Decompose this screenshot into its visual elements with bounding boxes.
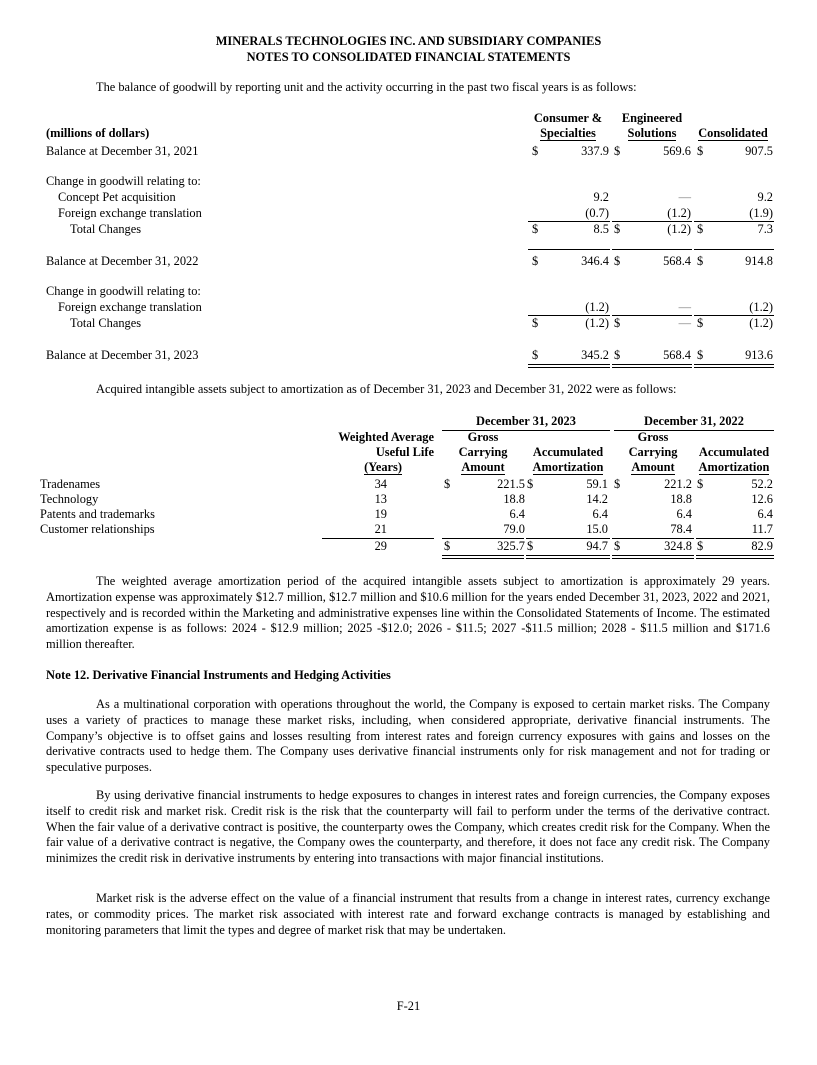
- dollar-sign: $: [444, 477, 451, 491]
- cell-value: 14.2: [586, 492, 608, 506]
- intangibles-intro: Acquired intangible assets subject to amortization as of December 31, 2023 and December 31, 2022 were as follows:: [96, 382, 677, 396]
- dollar-sign: $: [697, 539, 704, 553]
- total-double-rule: [442, 555, 524, 559]
- dollar-sign: $: [532, 254, 539, 268]
- cell-value: 79.0: [503, 522, 525, 536]
- cell-value: (1.2): [749, 300, 773, 314]
- col-engineered-line2: Solutions: [627, 126, 677, 140]
- row-label: Balance at December 31, 2023: [46, 348, 199, 362]
- row-label: Change in goodwill relating to:: [46, 284, 201, 298]
- cell-value: 346.4: [581, 254, 609, 268]
- col-engineered-line1: Engineered: [621, 111, 683, 125]
- amortization-paragraph: The weighted average amortization period of the acquired intangible assets subject to amortization is approximately 29 years. Amortization expense was approximately $12.7 million, $12.7 million and $10.6 million for the years ended December 31, 2023, 2022 and 2021, respectively and is recorded within the Marketing and administrative expenses line within the Consolidated Statements of Income. The estimated amortization expense is as follows: 2024 - $12.9 million; 2025 -$12.0; 2026 - $11.5; 2027 -$11.5 million; 2028 - $11.5 million and $171.6 million thereafter.: [46, 574, 770, 652]
- page-number: F-21: [396, 999, 421, 1013]
- cell-value: 78.4: [670, 522, 692, 536]
- cell-value: 6.4: [676, 507, 692, 521]
- gross-header-2: Carrying: [458, 445, 508, 459]
- dollar-sign: $: [532, 144, 539, 158]
- cell-value: (1.9): [749, 206, 773, 220]
- dollar-sign: $: [614, 316, 621, 330]
- balance-rule: [528, 249, 610, 250]
- row-label: Total Changes: [70, 316, 142, 330]
- cell-value: 12.6: [751, 492, 773, 506]
- row-label: Patents and trademarks: [40, 507, 155, 521]
- row-label: Tradenames: [40, 477, 101, 491]
- cell-value: 9.2: [757, 190, 773, 204]
- row-label: Technology: [40, 492, 99, 506]
- acc-header-1: Accumulated: [532, 445, 604, 459]
- cell-life: 13: [374, 492, 387, 506]
- cell-value: —: [678, 300, 691, 314]
- goodwill-intro: The balance of goodwill by reporting unit and the activity occurring in the past two fiscal years is as follows:: [96, 80, 637, 94]
- cell-value: 11.7: [751, 522, 773, 536]
- total-double-rule: [612, 555, 694, 559]
- cell-value: 94.7: [586, 539, 608, 553]
- cell-value: 914.8: [745, 254, 773, 268]
- cell-life: 19: [374, 507, 387, 521]
- wal-header-2: Useful Life: [375, 445, 434, 459]
- cell-value: 82.9: [751, 539, 773, 553]
- derivatives-paragraph-3: Market risk is the adverse effect on the value of a financial instrument that results from a change in interest rates, currency exchange rates, or commodity prices. The market risk associated with interest rate and forward exchange contracts is managed by establishing and monitoring parameters that limit the types and degree of market risk that may be undertaken.: [46, 891, 770, 937]
- cell-value: 568.4: [663, 348, 691, 362]
- row-label: Change in goodwill relating to:: [46, 174, 201, 188]
- cell-life: 34: [374, 477, 387, 491]
- cell-value: 324.8: [664, 539, 692, 553]
- cell-value: 325.7: [497, 539, 525, 553]
- acc-header-1: Accumulated: [698, 445, 770, 459]
- cell-value: 7.3: [757, 222, 773, 236]
- total-double-rule: [694, 364, 774, 368]
- cell-value: 9.2: [593, 190, 609, 204]
- acc-header-2: Amortization: [532, 460, 604, 474]
- gross-header-1: Gross: [637, 430, 669, 444]
- wal-header-1: Weighted Average: [338, 430, 434, 444]
- dollar-sign: $: [697, 144, 704, 158]
- cell-value: (0.7): [585, 206, 609, 220]
- dollar-sign: $: [614, 348, 621, 362]
- gross-header-3: Amount: [461, 460, 505, 474]
- period-2023: December 31, 2023: [476, 414, 576, 428]
- gross-header-1: Gross: [467, 430, 499, 444]
- total-double-rule: [526, 555, 610, 559]
- cell-value: 6.4: [592, 507, 608, 521]
- total-double-rule: [612, 364, 692, 368]
- cell-value: (1.2): [667, 222, 691, 236]
- cell-value: 569.6: [663, 144, 691, 158]
- cell-value: 59.1: [586, 477, 608, 491]
- col-consolidated: Consolidated: [698, 126, 768, 140]
- col-consumer-line2: Specialties: [540, 126, 596, 140]
- cell-value: 52.2: [751, 477, 773, 491]
- dollar-sign: $: [614, 144, 621, 158]
- dollar-sign: $: [614, 222, 621, 236]
- row-label: Balance at December 31, 2021: [46, 144, 199, 158]
- units-label: (millions of dollars): [46, 126, 150, 140]
- balance-rule: [612, 249, 692, 250]
- row-label: Foreign exchange translation: [58, 300, 202, 314]
- dollar-sign: $: [697, 348, 704, 362]
- dollar-sign: $: [532, 222, 539, 236]
- cell-value: 18.8: [503, 492, 525, 506]
- note12-heading: Note 12. Derivative Financial Instruments and Hedging Activities: [46, 668, 391, 682]
- dollar-sign: $: [532, 348, 539, 362]
- cell-value: 6.4: [509, 507, 525, 521]
- cell-value: (1.2): [749, 316, 773, 330]
- dollar-sign: $: [697, 222, 704, 236]
- cell-value: (1.2): [585, 316, 609, 330]
- cell-value: 345.2: [581, 348, 609, 362]
- acc-header-2: Amortization: [698, 460, 770, 474]
- dollar-sign: $: [697, 477, 704, 491]
- col-consumer-line1: Consumer &: [533, 111, 603, 125]
- cell-value: 337.9: [581, 144, 609, 158]
- cell-life: 29: [374, 539, 387, 553]
- dollar-sign: $: [614, 539, 621, 553]
- row-label: Foreign exchange translation: [58, 206, 202, 220]
- row-label: Concept Pet acquisition: [58, 190, 176, 204]
- cell-value: 568.4: [663, 254, 691, 268]
- cell-value: 15.0: [586, 522, 608, 536]
- dollar-sign: $: [527, 477, 534, 491]
- dollar-sign: $: [444, 539, 451, 553]
- gross-header-3: Amount: [631, 460, 675, 474]
- dollar-sign: $: [614, 477, 621, 491]
- cell-value: 221.2: [664, 477, 692, 491]
- dollar-sign: $: [532, 316, 539, 330]
- row-label: Customer relationships: [40, 522, 155, 536]
- row-label: Total Changes: [70, 222, 142, 236]
- balance-rule: [694, 249, 774, 250]
- cell-value: 6.4: [757, 507, 773, 521]
- dollar-sign: $: [697, 316, 704, 330]
- cell-value: (1.2): [667, 206, 691, 220]
- dollar-sign: $: [614, 254, 621, 268]
- cell-value: 18.8: [670, 492, 692, 506]
- cell-value: —: [678, 316, 691, 330]
- derivatives-paragraph-2: By using derivative financial instruments to hedge exposures to changes in interest rates and foreign currencies, the Company exposes itself to credit risk and market risk. Credit risk is the risk that the counterparty will fail to perform under the terms of the derivative contract. When the fair value of a derivative contract is positive, the counterparty owes the Company, which creates credit risk for the Company. When the fair value of a derivative contract is negative, the Company owes the counterparty, and therefore, it does not face any credit risk. The Company minimizes the credit risk in derivative instruments by entering into transactions with major financial institutions.: [46, 788, 770, 866]
- cell-value: 913.6: [745, 348, 773, 362]
- derivatives-paragraph-1: As a multinational corporation with operations throughout the world, the Company is exposed to certain market risks. The Company uses a variety of practices to manage these market risks, including, when considered appropriate, derivative financial instruments. The Company’s objective is to offset gains and losses resulting from interest rates and foreign currency exposures with gains and losses on the derivative contracts used to hedge them. The Company uses derivative financial instruments only for risk management and not for trading or speculative purposes.: [46, 697, 770, 775]
- cell-value: 907.5: [745, 144, 773, 158]
- company-title: MINERALS TECHNOLOGIES INC. AND SUBSIDIARY COMPANIES: [215, 34, 602, 48]
- total-double-rule: [528, 364, 610, 368]
- row-label: Balance at December 31, 2022: [46, 254, 199, 268]
- statement-subtitle: NOTES TO CONSOLIDATED FINANCIAL STATEMENTS: [246, 50, 571, 64]
- gross-header-2: Carrying: [628, 445, 678, 459]
- cell-value: (1.2): [585, 300, 609, 314]
- wal-header-3: (Years): [364, 460, 402, 474]
- total-double-rule: [696, 555, 774, 559]
- cell-value: —: [678, 190, 691, 204]
- dollar-sign: $: [697, 254, 704, 268]
- cell-life: 21: [374, 522, 387, 536]
- cell-value: 8.5: [593, 222, 609, 236]
- dollar-sign: $: [527, 539, 534, 553]
- cell-value: 221.5: [497, 477, 525, 491]
- period-2022: December 31, 2022: [644, 414, 744, 428]
